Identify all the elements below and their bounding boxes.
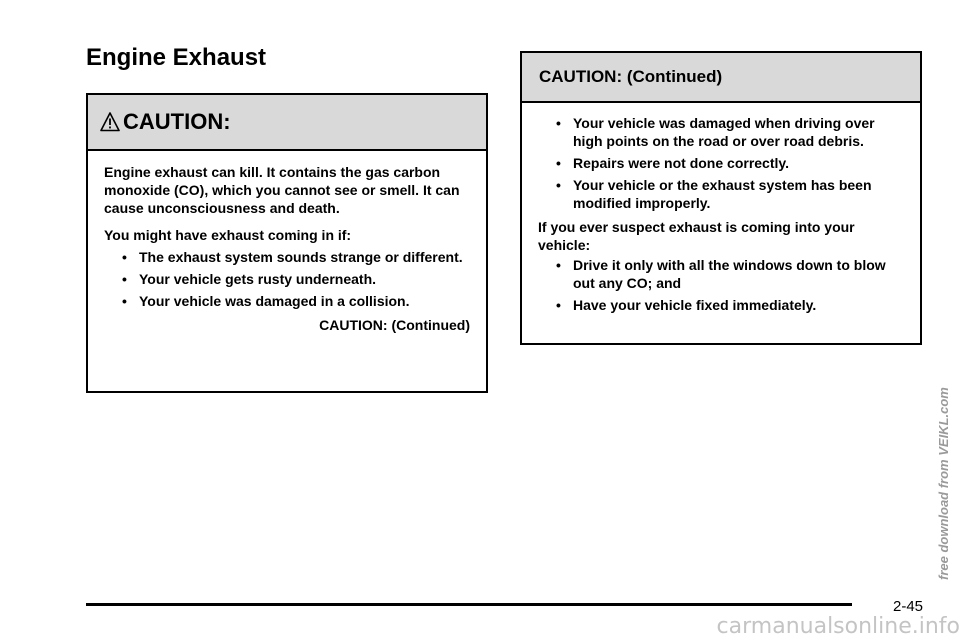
caution-paragraph-2: You might have exhaust coming in if: [104, 227, 352, 243]
caution-continued-body [522, 103, 920, 314]
continued-paragraph: If you ever suspect exhaust is coming into your vehicle: [538, 219, 855, 253]
section-heading: Engine Exhaust [86, 44, 267, 71]
list-item: • Repairs were not done correctly. [556, 154, 906, 172]
caution-continued-box [520, 51, 922, 345]
caution-title: CAUTION: [123, 109, 231, 134]
caution-continued-label: CAUTION: (Continued) [319, 317, 470, 333]
list-item: • Your vehicle was damaged when driving over high points on the road or over road debris. [556, 114, 906, 150]
list-item: • The exhaust system sounds strange or different. [122, 248, 470, 266]
side-watermark: free download from VEIKL.com [936, 387, 951, 580]
page-number: 2-45 [893, 598, 924, 615]
list-item: • Your vehicle was damaged in a collision. [122, 292, 470, 310]
warning-triangle-icon [100, 112, 120, 132]
caution-continued-title: CAUTION: (Continued) [539, 67, 723, 86]
footer-rule [86, 603, 852, 606]
list-item: • Have your vehicle fixed immediately. [556, 296, 906, 314]
continued-bullet-list-1 [556, 114, 906, 212]
caution-paragraph-1: Engine exhaust can kill. It contains the gas carbon monoxide (CO), which you cannot see or smell. It can cause unconsciousness and death. [104, 164, 460, 216]
list-item: • Your vehicle or the exhaust system has been modified improperly. [556, 176, 906, 212]
caution-box [86, 93, 488, 393]
caution-continued-header [522, 53, 920, 103]
caution-box-header [88, 95, 486, 151]
caution-bullet-list [122, 248, 470, 310]
footer-watermark: carmanualsonline.info [716, 614, 960, 639]
continued-bullet-list-2 [556, 256, 906, 314]
list-item: • Your vehicle gets rusty underneath. [122, 270, 470, 288]
caution-body [88, 151, 486, 334]
list-item: • Drive it only with all the windows down to blow out any CO; and [556, 256, 906, 292]
